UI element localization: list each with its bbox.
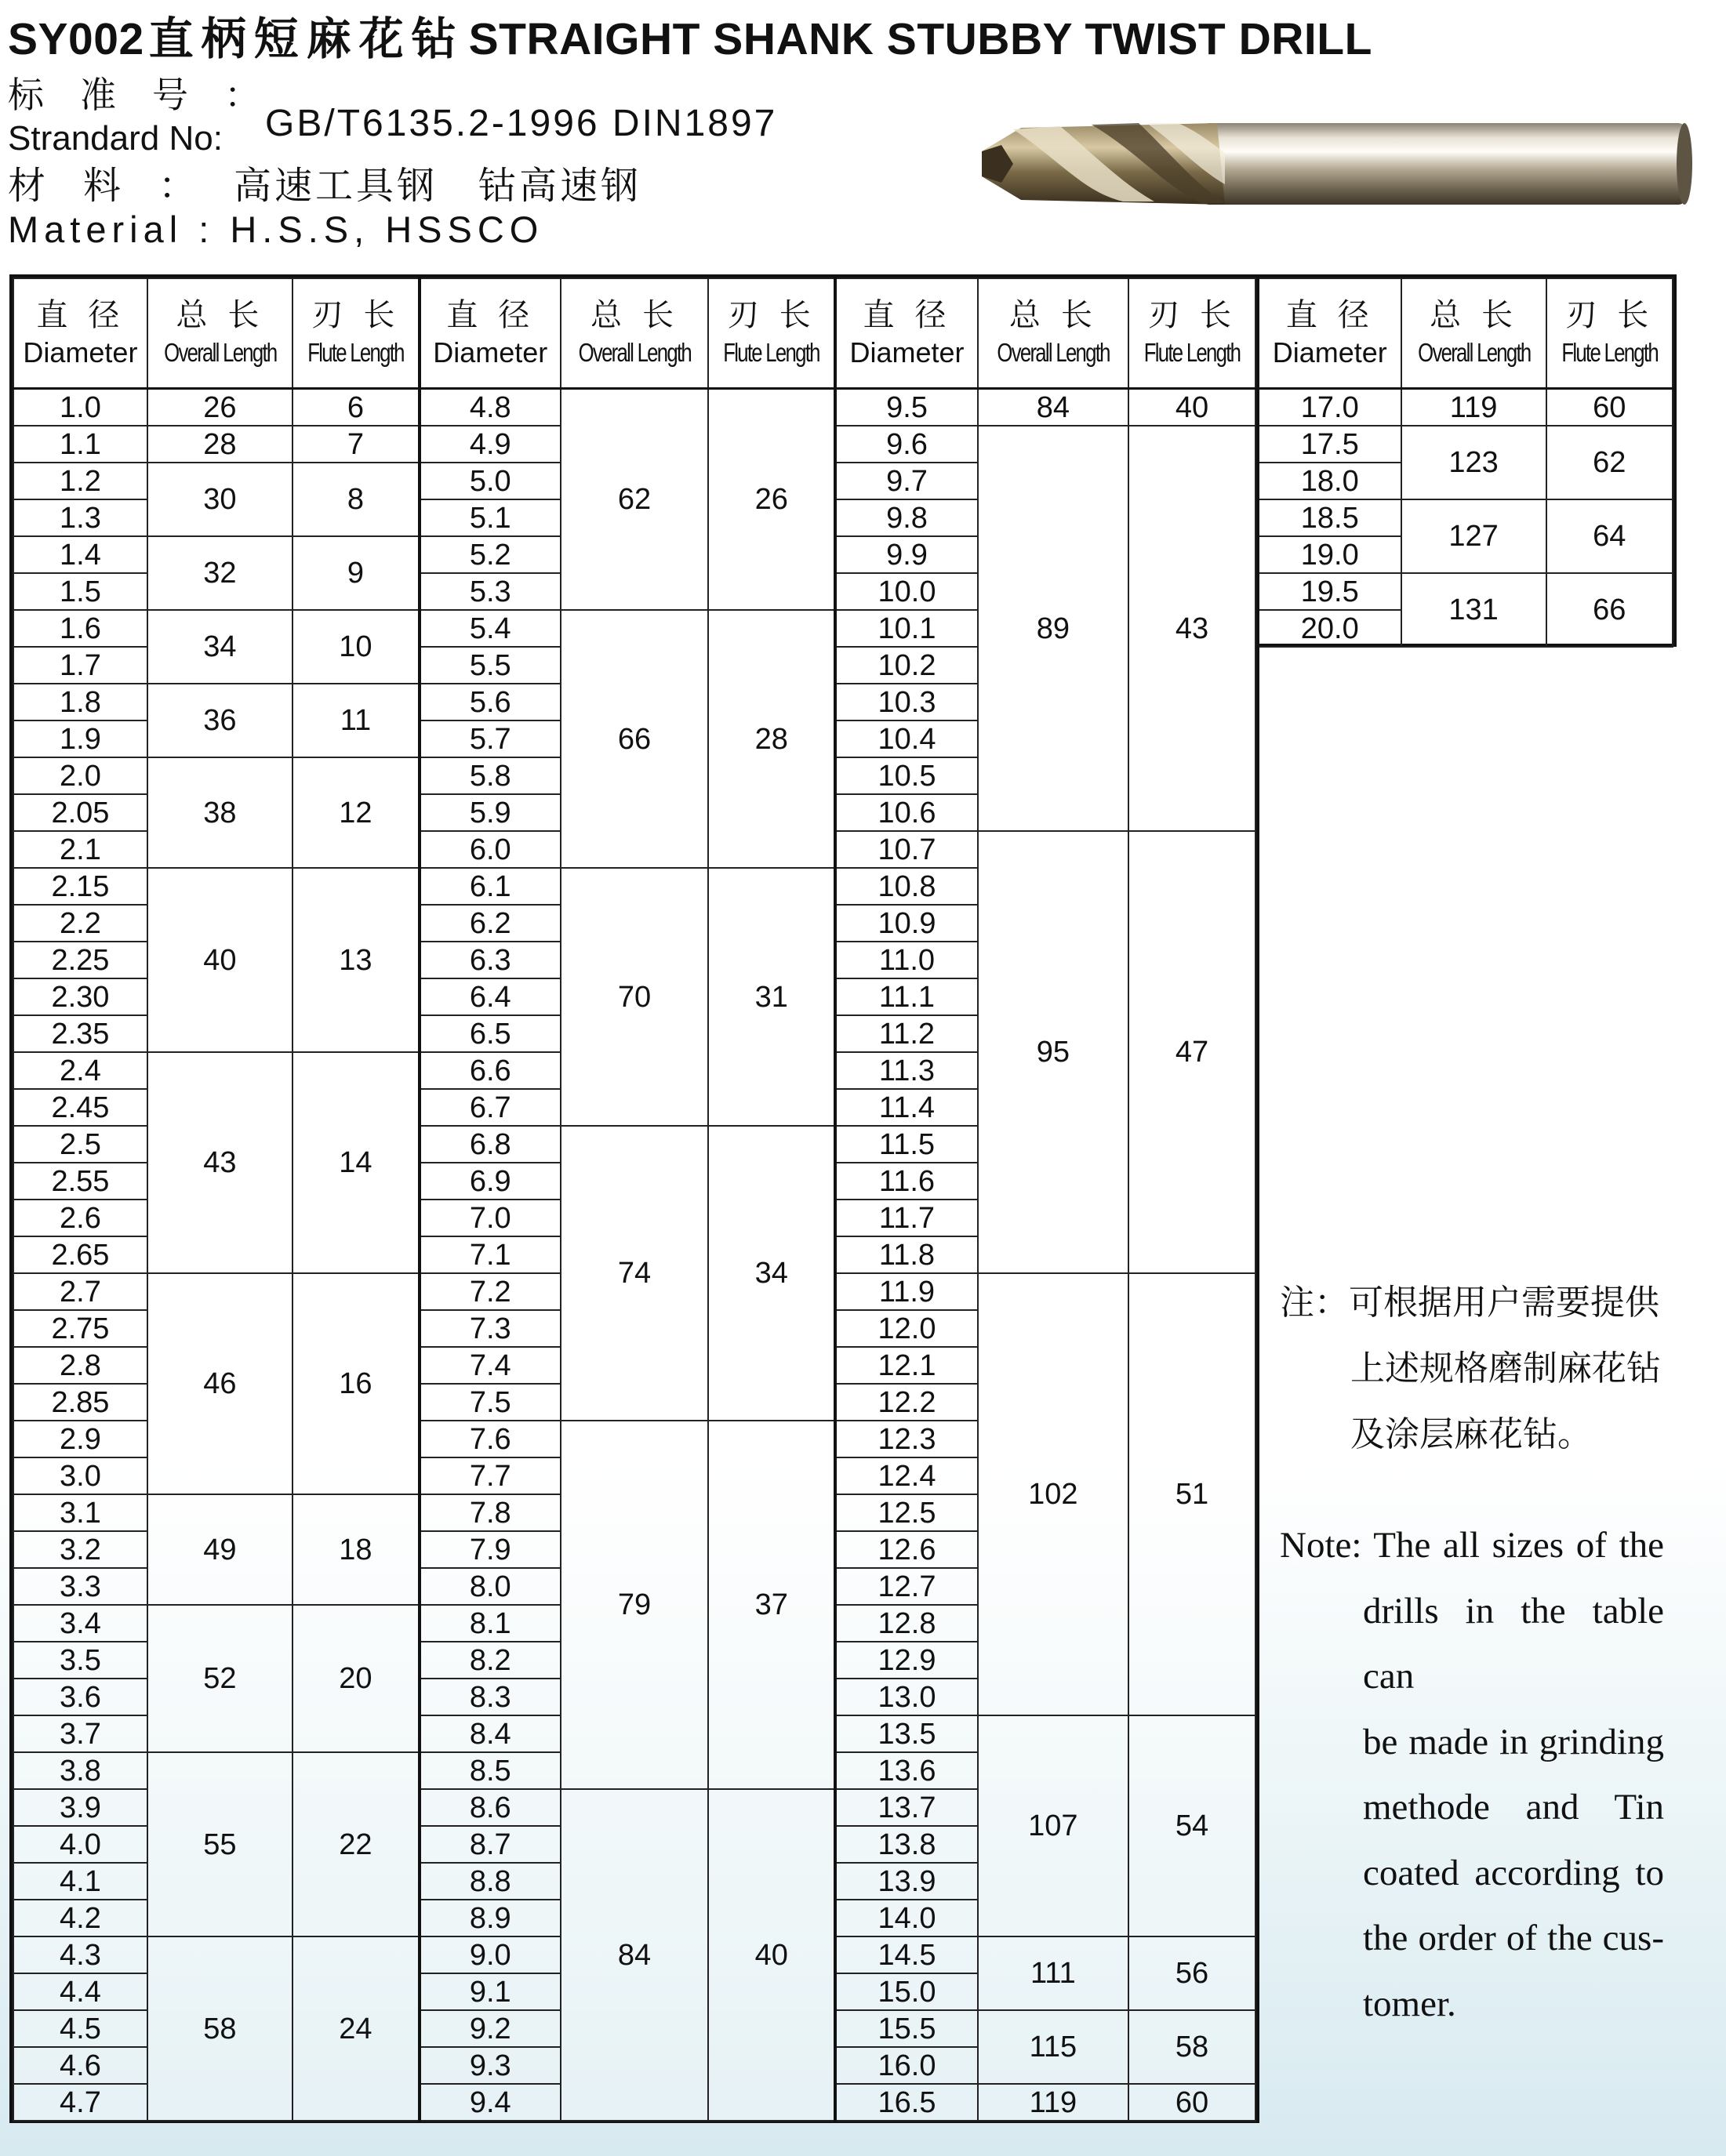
- flute-length-cell: 64: [1546, 499, 1673, 573]
- flute-length-cell: 66: [1546, 573, 1673, 647]
- flute-length-cell: 16: [293, 1273, 420, 1494]
- product-code: SY002: [8, 14, 144, 64]
- note-english: [1280, 1513, 1664, 2037]
- diameter-cell: 7.8: [420, 1494, 561, 1531]
- diameter-cell: 8.2: [420, 1642, 561, 1679]
- overall-length-cell: 115: [978, 2010, 1128, 2084]
- overall-length-cell: 70: [561, 868, 709, 1126]
- table-header-row: [13, 278, 1255, 389]
- overall-length-cell: 32: [147, 536, 293, 610]
- diameter-cell: 14.0: [835, 1900, 978, 1936]
- note-en-line: tomer.: [1363, 1983, 1456, 2024]
- diameter-cell: 2.5: [13, 1126, 147, 1163]
- diameter-cell: 2.05: [13, 794, 147, 831]
- diameter-cell: 12.7: [835, 1568, 978, 1605]
- diameter-cell: 10.9: [835, 905, 978, 942]
- diameter-cell: 1.3: [13, 499, 147, 536]
- diameter-cell: 2.9: [13, 1421, 147, 1457]
- flute-length-cell: 13: [293, 868, 420, 1052]
- overall-length-cell: 74: [561, 1126, 709, 1421]
- diameter-cell: 3.3: [13, 1568, 147, 1605]
- diameter-cell: 7.7: [420, 1457, 561, 1494]
- diameter-cell: 5.2: [420, 536, 561, 573]
- diameter-cell: 2.35: [13, 1015, 147, 1052]
- diameter-cell: 12.4: [835, 1457, 978, 1494]
- diameter-cell: 12.5: [835, 1494, 978, 1531]
- table-row: [1258, 389, 1673, 426]
- overall-length-cell: 34: [147, 610, 293, 684]
- diameter-cell: 13.5: [835, 1715, 978, 1752]
- diameter-cell: 4.8: [420, 389, 561, 426]
- overall-length-cell: 119: [978, 2084, 1128, 2121]
- table-row: [1258, 426, 1673, 463]
- diameter-cell: 17.5: [1258, 426, 1401, 463]
- flute-length-cell: 34: [708, 1126, 835, 1421]
- diameter-cell: 2.15: [13, 868, 147, 905]
- diameter-cell: 6.1: [420, 868, 561, 905]
- diameter-cell: 11.3: [835, 1052, 978, 1089]
- diameter-cell: 5.7: [420, 720, 561, 757]
- diameter-cell: 10.3: [835, 684, 978, 720]
- title-english: STRAIGHT SHANK STUBBY TWIST DRILL: [468, 14, 1372, 64]
- diameter-cell: 4.7: [13, 2084, 147, 2121]
- diameter-cell: 5.5: [420, 647, 561, 684]
- note-chinese: [1280, 1270, 1688, 1468]
- overall-length-cell: 66: [561, 610, 709, 868]
- header-overall-length: 总长 Overall Length: [978, 278, 1128, 389]
- material-label-english: Material: [8, 209, 184, 250]
- header-flute-length: 刃长 Flute Length: [708, 278, 835, 389]
- flute-length-cell: 60: [1128, 2084, 1255, 2121]
- diameter-cell: 10.4: [835, 720, 978, 757]
- twist-drill-image: [966, 106, 1695, 223]
- header-overall-length: 总长 Overall Length: [147, 278, 293, 389]
- diameter-cell: 1.9: [13, 720, 147, 757]
- material-row-english: [8, 205, 543, 254]
- flute-length-cell: 26: [708, 389, 835, 611]
- diameter-cell: 2.2: [13, 905, 147, 942]
- page-title: [8, 6, 1372, 72]
- diameter-cell: 11.0: [835, 942, 978, 978]
- diameter-cell: 5.1: [420, 499, 561, 536]
- drill-table-column-4: [1256, 278, 1673, 648]
- diameter-cell: 2.25: [13, 942, 147, 978]
- header-flute-length: 刃长 Flute Length: [1546, 278, 1673, 389]
- overall-length-cell: 55: [147, 1752, 293, 1936]
- table-row: [13, 389, 1255, 426]
- table-header-row: [1258, 278, 1673, 389]
- diameter-cell: 11.8: [835, 1236, 978, 1273]
- diameter-cell: 3.9: [13, 1789, 147, 1826]
- note-cn-line: 上述规格磨制麻花钻: [1350, 1348, 1661, 1388]
- diameter-cell: 5.4: [420, 610, 561, 647]
- diameter-cell: 4.4: [13, 1973, 147, 2010]
- diameter-cell: 1.1: [13, 426, 147, 463]
- flute-length-cell: 28: [708, 610, 835, 868]
- flute-length-cell: 11: [293, 684, 420, 757]
- overall-length-cell: 52: [147, 1605, 293, 1752]
- diameter-cell: 5.0: [420, 463, 561, 499]
- table-row: [1258, 573, 1673, 610]
- flute-length-cell: 40: [708, 1789, 835, 2121]
- diameter-cell: 19.5: [1258, 573, 1401, 610]
- header-diameter: 直径 Diameter: [1258, 278, 1401, 389]
- diameter-cell: 7.6: [420, 1421, 561, 1457]
- diameter-cell: 18.5: [1258, 499, 1401, 536]
- note-cn-line: 注：可根据用户需要提供: [1280, 1283, 1659, 1323]
- diameter-cell: 8.5: [420, 1752, 561, 1789]
- material-value-english: : H.S.S, HSSCO: [198, 209, 544, 250]
- flute-length-cell: 37: [708, 1421, 835, 1789]
- diameter-cell: 10.8: [835, 868, 978, 905]
- diameter-cell: 9.2: [420, 2010, 561, 2047]
- diameter-cell: 3.5: [13, 1642, 147, 1679]
- overall-length-cell: 26: [147, 389, 293, 426]
- diameter-cell: 3.8: [13, 1752, 147, 1789]
- overall-length-cell: 107: [978, 1715, 1128, 1936]
- diameter-cell: 4.0: [13, 1826, 147, 1863]
- diameter-cell: 12.6: [835, 1531, 978, 1568]
- diameter-cell: 2.45: [13, 1089, 147, 1126]
- overall-length-cell: 36: [147, 684, 293, 757]
- overall-length-cell: 30: [147, 463, 293, 536]
- header-diameter: 直径 Diameter: [420, 278, 561, 389]
- diameter-cell: 2.0: [13, 757, 147, 794]
- header-overall-length: 总长 Overall Length: [561, 278, 709, 389]
- diameter-cell: 8.3: [420, 1679, 561, 1715]
- diameter-cell: 6.2: [420, 905, 561, 942]
- diameter-cell: 5.8: [420, 757, 561, 794]
- diameter-cell: 7.1: [420, 1236, 561, 1273]
- diameter-cell: 12.1: [835, 1347, 978, 1384]
- overall-length-cell: 28: [147, 426, 293, 463]
- flute-length-cell: 8: [293, 463, 420, 536]
- table-body: [1258, 389, 1673, 648]
- diameter-cell: 3.2: [13, 1531, 147, 1568]
- note-en-line: be made in grinding: [1363, 1721, 1664, 1762]
- diameter-cell: 2.6: [13, 1200, 147, 1236]
- diameter-cell: 4.5: [13, 2010, 147, 2047]
- diameter-cell: 9.3: [420, 2047, 561, 2084]
- diameter-cell: 13.0: [835, 1679, 978, 1715]
- header-diameter: 直径 Diameter: [13, 278, 147, 389]
- flute-length-cell: 54: [1128, 1715, 1255, 1936]
- diameter-cell: 12.2: [835, 1384, 978, 1421]
- diameter-cell: 6.7: [420, 1089, 561, 1126]
- overall-length-cell: 111: [978, 1936, 1128, 2010]
- diameter-cell: 8.1: [420, 1605, 561, 1642]
- diameter-cell: 6.5: [420, 1015, 561, 1052]
- drill-table-columns-1-3: [13, 278, 1256, 2122]
- diameter-cell: 10.0: [835, 573, 978, 610]
- diameter-cell: 8.0: [420, 1568, 561, 1605]
- diameter-cell: 9.8: [835, 499, 978, 536]
- diameter-cell: 2.85: [13, 1384, 147, 1421]
- overall-length-cell: 102: [978, 1273, 1128, 1715]
- overall-length-cell: 84: [561, 1789, 709, 2121]
- standard-label-chinese: 标准号：: [8, 74, 296, 115]
- diameter-cell: 16.5: [835, 2084, 978, 2121]
- diameter-cell: 4.3: [13, 1936, 147, 1973]
- flute-length-cell: 9: [293, 536, 420, 610]
- note-cn-line: 及涂层麻花钻。: [1350, 1414, 1592, 1454]
- diameter-cell: 8.7: [420, 1826, 561, 1863]
- header-flute-length: 刃长 Flute Length: [1128, 278, 1255, 389]
- drill-size-table-extension: [1256, 274, 1677, 647]
- diameter-cell: 10.6: [835, 794, 978, 831]
- diameter-cell: 1.5: [13, 573, 147, 610]
- table-body: [13, 389, 1255, 2122]
- diameter-cell: 8.4: [420, 1715, 561, 1752]
- overall-length-cell: 127: [1401, 499, 1546, 573]
- diameter-cell: 2.65: [13, 1236, 147, 1273]
- diameter-cell: 7.0: [420, 1200, 561, 1236]
- diameter-cell: 1.6: [13, 610, 147, 647]
- diameter-cell: 15.0: [835, 1973, 978, 2010]
- diameter-cell: 12.8: [835, 1605, 978, 1642]
- overall-length-cell: 119: [1401, 389, 1546, 426]
- flute-length-cell: 31: [708, 868, 835, 1126]
- diameter-cell: 15.5: [835, 2010, 978, 2047]
- flute-length-cell: 56: [1128, 1936, 1255, 2010]
- diameter-cell: 12.9: [835, 1642, 978, 1679]
- diameter-cell: 8.9: [420, 1900, 561, 1936]
- diameter-cell: 9.7: [835, 463, 978, 499]
- flute-length-cell: 60: [1546, 389, 1673, 426]
- diameter-cell: 8.6: [420, 1789, 561, 1826]
- diameter-cell: 9.1: [420, 1973, 561, 2010]
- diameter-cell: 16.0: [835, 2047, 978, 2084]
- table-row: [1258, 499, 1673, 536]
- note-en-line: drills in the table can: [1363, 1590, 1664, 1697]
- diameter-cell: 7.5: [420, 1384, 561, 1421]
- diameter-cell: 6.4: [420, 978, 561, 1015]
- diameter-cell: 9.4: [420, 2084, 561, 2121]
- diameter-cell: 11.7: [835, 1200, 978, 1236]
- diameter-cell: 5.3: [420, 573, 561, 610]
- diameter-cell: 4.9: [420, 426, 561, 463]
- flute-length-cell: 14: [293, 1052, 420, 1273]
- diameter-cell: 3.6: [13, 1679, 147, 1715]
- diameter-cell: 6.9: [420, 1163, 561, 1200]
- diameter-cell: 7.4: [420, 1347, 561, 1384]
- diameter-cell: 2.4: [13, 1052, 147, 1089]
- diameter-cell: 8.8: [420, 1863, 561, 1900]
- flute-length-cell: 24: [293, 1936, 420, 2121]
- diameter-cell: 6.8: [420, 1126, 561, 1163]
- header-diameter: 直径 Diameter: [835, 278, 978, 389]
- diameter-cell: 3.1: [13, 1494, 147, 1531]
- diameter-cell: 2.1: [13, 831, 147, 868]
- title-chinese: 直柄短麻花钻: [148, 14, 464, 64]
- overall-length-cell: 84: [978, 389, 1128, 426]
- flute-length-cell: 10: [293, 610, 420, 684]
- note-en-line: coated according to: [1363, 1852, 1664, 1893]
- diameter-cell: 9.6: [835, 426, 978, 463]
- flute-length-cell: 58: [1128, 2010, 1255, 2084]
- material-value-chinese: 高速工具钢 钴高速钢: [234, 165, 642, 207]
- overall-length-cell: 131: [1401, 573, 1546, 647]
- header-overall-length: 总长 Overall Length: [1401, 278, 1546, 389]
- diameter-cell: 3.0: [13, 1457, 147, 1494]
- material-label-chinese: 材料：: [8, 165, 234, 207]
- diameter-cell: 9.9: [835, 536, 978, 573]
- overall-length-cell: 123: [1401, 426, 1546, 499]
- diameter-cell: 10.5: [835, 757, 978, 794]
- diameter-cell: 1.2: [13, 463, 147, 499]
- diameter-cell: 2.75: [13, 1310, 147, 1347]
- diameter-cell: 3.4: [13, 1605, 147, 1642]
- diameter-cell: 6.0: [420, 831, 561, 868]
- diameter-cell: 7.3: [420, 1310, 561, 1347]
- diameter-cell: 12.0: [835, 1310, 978, 1347]
- diameter-cell: 17.0: [1258, 389, 1401, 426]
- diameter-cell: 5.6: [420, 684, 561, 720]
- diameter-cell: 20.0: [1258, 610, 1401, 647]
- diameter-cell: 1.4: [13, 536, 147, 573]
- flute-length-cell: 40: [1128, 389, 1255, 426]
- diameter-cell: 2.55: [13, 1163, 147, 1200]
- flute-length-cell: 6: [293, 389, 420, 426]
- diameter-cell: 7.2: [420, 1273, 561, 1310]
- diameter-cell: 14.5: [835, 1936, 978, 1973]
- flute-length-cell: 22: [293, 1752, 420, 1936]
- diameter-cell: 13.6: [835, 1752, 978, 1789]
- flute-length-cell: 47: [1128, 831, 1255, 1273]
- overall-length-cell: 89: [978, 426, 1128, 831]
- overall-length-cell: 43: [147, 1052, 293, 1273]
- flute-length-cell: 12: [293, 757, 420, 868]
- flute-length-cell: 18: [293, 1494, 420, 1605]
- diameter-cell: 3.7: [13, 1715, 147, 1752]
- diameter-cell: 11.5: [835, 1126, 978, 1163]
- diameter-cell: 10.2: [835, 647, 978, 684]
- diameter-cell: 12.3: [835, 1421, 978, 1457]
- diameter-cell: 4.6: [13, 2047, 147, 2084]
- diameter-cell: 5.9: [420, 794, 561, 831]
- diameter-cell: 6.3: [420, 942, 561, 978]
- standard-label-english: Strandard No:: [8, 119, 223, 158]
- note-en-line: Note: The all sizes of the: [1280, 1525, 1664, 1566]
- drill-size-table: [9, 274, 1259, 2123]
- diameter-cell: 4.1: [13, 1863, 147, 1900]
- diameter-cell: 1.0: [13, 389, 147, 426]
- diameter-cell: 13.9: [835, 1863, 978, 1900]
- flute-length-cell: 62: [1546, 426, 1673, 499]
- overall-length-cell: 58: [147, 1936, 293, 2121]
- diameter-cell: 4.2: [13, 1900, 147, 1936]
- overall-length-cell: 40: [147, 868, 293, 1052]
- diameter-cell: 11.9: [835, 1273, 978, 1310]
- diameter-cell: 9.5: [835, 389, 978, 426]
- overall-length-cell: 46: [147, 1273, 293, 1494]
- flute-length-cell: 20: [293, 1605, 420, 1752]
- diameter-cell: 6.6: [420, 1052, 561, 1089]
- overall-length-cell: 95: [978, 831, 1128, 1273]
- flute-length-cell: 43: [1128, 426, 1255, 831]
- diameter-cell: 11.1: [835, 978, 978, 1015]
- diameter-cell: 1.7: [13, 647, 147, 684]
- diameter-cell: 1.8: [13, 684, 147, 720]
- overall-length-cell: 79: [561, 1421, 709, 1789]
- standard-value: GB/T6135.2-1996 DIN1897: [265, 103, 778, 144]
- diameter-cell: 13.7: [835, 1789, 978, 1826]
- overall-length-cell: 62: [561, 389, 709, 611]
- diameter-cell: 2.8: [13, 1347, 147, 1384]
- diameter-cell: 7.9: [420, 1531, 561, 1568]
- diameter-cell: 19.0: [1258, 536, 1401, 573]
- header-flute-length: 刃长 Flute Length: [293, 278, 420, 389]
- diameter-cell: 11.6: [835, 1163, 978, 1200]
- overall-length-cell: 49: [147, 1494, 293, 1605]
- diameter-cell: 2.7: [13, 1273, 147, 1310]
- note-en-line: methode and Tin: [1363, 1787, 1664, 1828]
- diameter-cell: 9.0: [420, 1936, 561, 1973]
- diameter-cell: 11.4: [835, 1089, 978, 1126]
- note-en-line: the order of the cus-: [1363, 1918, 1664, 1958]
- diameter-cell: 10.1: [835, 610, 978, 647]
- flute-length-cell: 7: [293, 426, 420, 463]
- diameter-cell: 2.30: [13, 978, 147, 1015]
- diameter-cell: 13.8: [835, 1826, 978, 1863]
- diameter-cell: 11.2: [835, 1015, 978, 1052]
- diameter-cell: 10.7: [835, 831, 978, 868]
- overall-length-cell: 38: [147, 757, 293, 868]
- diameter-cell: 18.0: [1258, 463, 1401, 499]
- flute-length-cell: 51: [1128, 1273, 1255, 1715]
